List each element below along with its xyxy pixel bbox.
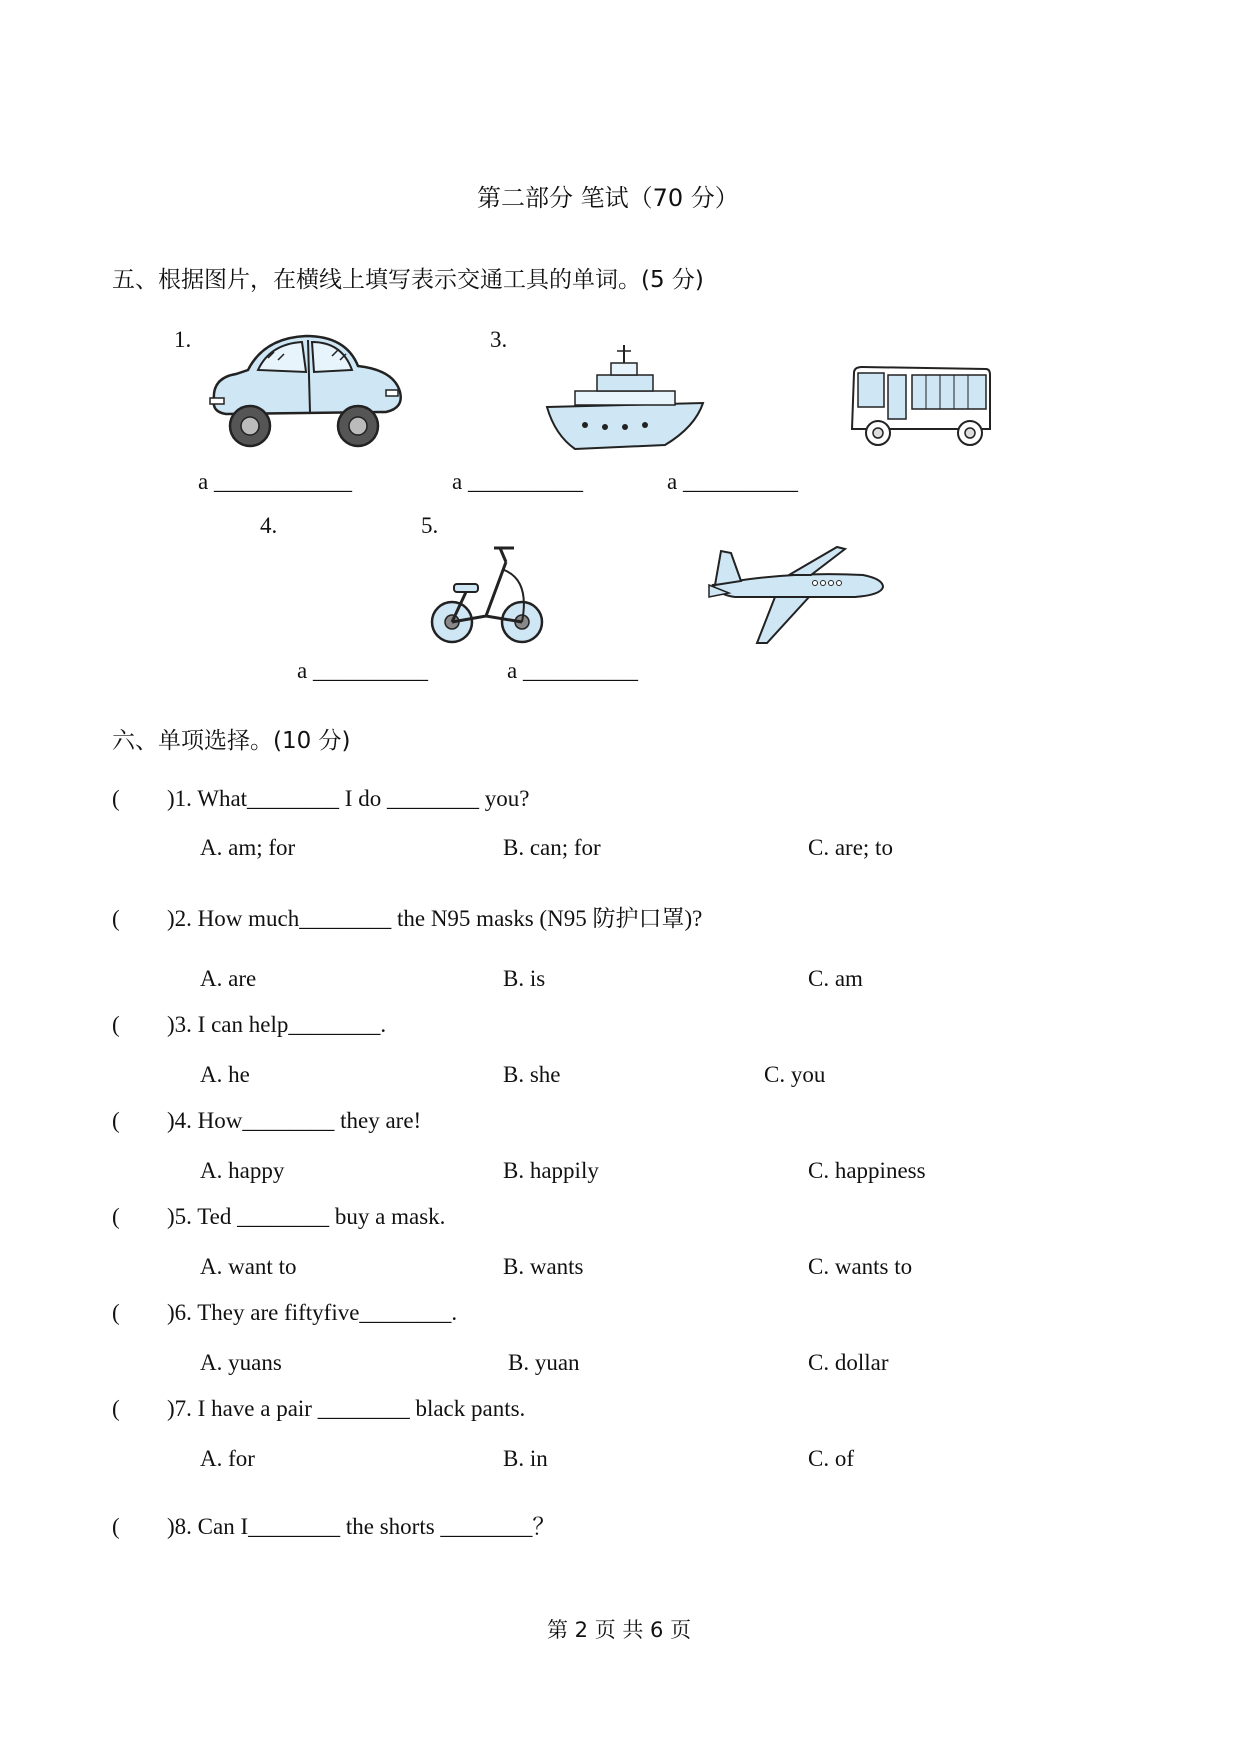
item-number-5: 5. — [421, 513, 439, 538]
section5-heading: 五、根据图片，在横线上填写表示交通工具的单词。(5 分) — [112, 267, 704, 293]
option-c: C. you — [764, 1062, 826, 1087]
option-a: A. for — [200, 1446, 255, 1471]
question-text: )8. Can I________ the shorts ________？ — [167, 1514, 556, 1539]
answer-paren[interactable]: ( — [112, 906, 120, 931]
item-number-4: 4. — [260, 513, 278, 538]
question-text: )1. What________ I do ________ you? — [167, 786, 530, 811]
question-1 — [112, 786, 529, 812]
answer-paren[interactable]: ( — [112, 1300, 120, 1325]
car-image — [206, 330, 406, 450]
question-text: )3. I can help________. — [167, 1012, 387, 1037]
page-footer: 第 2 页 共 6 页 — [547, 1618, 692, 1642]
option-c: C. happiness — [808, 1158, 926, 1183]
option-c: C. am — [808, 966, 863, 991]
question-8 — [112, 1508, 555, 1541]
question-5 — [112, 1204, 445, 1230]
bus-image — [848, 365, 992, 449]
item-number-3: 3. — [490, 327, 508, 352]
question-text: )6. They are fiftyfive________. — [167, 1300, 458, 1325]
question-7 — [112, 1396, 525, 1422]
answer-blank-3[interactable]: a __________ — [667, 469, 798, 494]
question-2 — [112, 900, 702, 933]
option-a: A. he — [200, 1062, 250, 1087]
airplane-image — [705, 545, 885, 645]
option-b: B. in — [503, 1446, 548, 1471]
item-number-1: 1. — [174, 327, 192, 352]
option-c: C. of — [808, 1446, 854, 1471]
option-b: B. happily — [503, 1158, 599, 1183]
option-c: C. wants to — [808, 1254, 913, 1279]
option-b: B. she — [503, 1062, 561, 1087]
option-a: A. want to — [200, 1254, 297, 1279]
option-c: C. dollar — [808, 1350, 889, 1375]
answer-paren[interactable]: ( — [112, 1108, 120, 1133]
question-4 — [112, 1108, 421, 1134]
answer-blank-4[interactable]: a __________ — [297, 658, 428, 683]
question-3 — [112, 1012, 386, 1038]
option-b: B. wants — [503, 1254, 584, 1279]
option-a: A. are — [200, 966, 257, 991]
option-a: A. am; for — [200, 835, 296, 860]
section6-heading: 六、单项选择。(10 分) — [112, 728, 351, 754]
ship-image — [545, 345, 705, 451]
question-text: )7. I have a pair ________ black pants. — [167, 1396, 526, 1421]
bicycle-image — [430, 540, 546, 648]
answer-blank-1[interactable]: a ____________ — [198, 469, 352, 494]
question-6 — [112, 1300, 457, 1326]
option-b: B. can; for — [503, 835, 601, 860]
answer-paren[interactable]: ( — [112, 1514, 120, 1539]
answer-paren[interactable]: ( — [112, 1396, 120, 1421]
answer-blank-2[interactable]: a __________ — [452, 469, 583, 494]
option-c: C. are; to — [808, 835, 893, 860]
answer-paren[interactable]: ( — [112, 1204, 120, 1229]
question-text: )5. Ted ________ buy a mask. — [167, 1204, 446, 1229]
option-a: A. happy — [200, 1158, 285, 1183]
option-b: B. is — [503, 966, 546, 991]
answer-blank-5[interactable]: a __________ — [507, 658, 638, 683]
answer-paren[interactable]: ( — [112, 786, 120, 811]
answer-paren[interactable]: ( — [112, 1012, 120, 1037]
part-title: 第二部分 笔试（70 分） — [477, 184, 739, 212]
option-b: B. yuan — [508, 1350, 580, 1375]
question-text: )2. How much________ the N95 masks (N95 防护口罩)? — [167, 906, 703, 931]
question-text: )4. How________ they are! — [167, 1108, 422, 1133]
option-a: A. yuans — [200, 1350, 282, 1375]
